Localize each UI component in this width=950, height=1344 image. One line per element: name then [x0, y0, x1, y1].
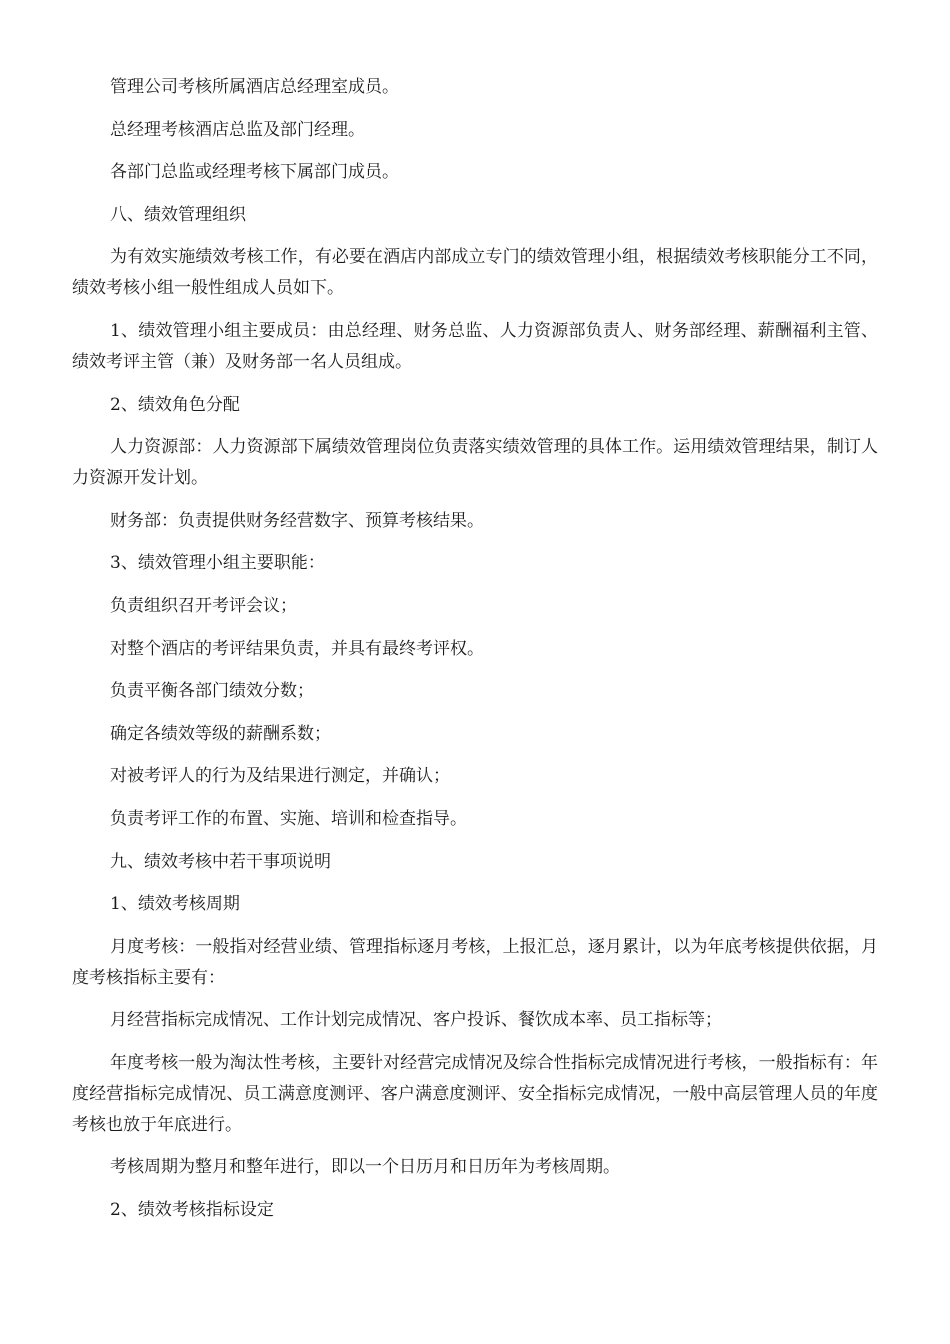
subheading-indicator-setting: 2、绩效考核指标设定	[110, 1200, 274, 1221]
paragraph-directors-assess-staff: 各部门总监或经理考核下属部门成员。	[110, 162, 399, 183]
paragraph-hr-department-role: 人力资源部：人力资源部下属绩效管理岗位负责落实绩效管理的具体工作。运用绩效管理结果，制订人力资源开发计划。	[72, 437, 878, 489]
paragraph-monthly-assessment: 月度考核：一般指对经营业绩、管理指标逐月考核，上报汇总，逐月累计，以为年底考核提供依据，月度考核指标主要有：	[72, 936, 878, 988]
paragraph-team-members: 1、绩效管理小组主要成员：由总经理、财务总监、人力资源部负责人、财务部经理、薪酬福利主管、绩效考评主管（兼）及财务部一名人员组成。	[72, 320, 878, 372]
section-heading-performance-organization: 八、绩效管理组织	[110, 204, 246, 225]
list-item-measure-behavior: 对被考评人的行为及结果进行测定，并确认；	[110, 766, 450, 787]
list-item-final-authority: 对整个酒店的考评结果负责，并具有最终考评权。	[110, 638, 484, 659]
paragraph-assessment-period: 考核周期为整月和整年进行，即以一个日历月和日历年为考核周期。	[110, 1157, 620, 1178]
list-item-balance-scores: 负责平衡各部门绩效分数；	[110, 681, 314, 702]
paragraph-gm-assesses-directors: 总经理考核酒店总监及部门经理。	[110, 119, 365, 140]
subheading-role-allocation: 2、绩效角色分配	[110, 394, 240, 415]
list-item-salary-coefficients: 确定各绩效等级的薪酬系数；	[110, 723, 331, 744]
paragraph-finance-department-role: 财务部：负责提供财务经营数字、预算考核结果。	[110, 510, 484, 531]
list-item-organize-meetings: 负责组织召开考评会议；	[110, 595, 297, 616]
subheading-assessment-cycle: 1、绩效考核周期	[110, 894, 240, 915]
subheading-team-functions: 3、绩效管理小组主要职能：	[110, 553, 325, 574]
paragraph-performance-team-intro: 为有效实施绩效考核工作，有必要在酒店内部成立专门的绩效管理小组，根据绩效考核职能分工不同，绩效考核小组一般性组成人员如下。	[72, 247, 878, 299]
list-item-deployment-training: 负责考评工作的布置、实施、培训和检查指导。	[110, 808, 467, 829]
paragraph-annual-assessment: 年度考核一般为淘汰性考核，主要针对经营完成情况及综合性指标完成情况进行考核，一般指标有：年度经营指标完成情况、员工满意度测评、客户满意度测评、安全指标完成情况，一般中高层管理人员的年度考核也放于年底进行。	[72, 1052, 878, 1135]
section-heading-assessment-notes: 九、绩效考核中若干事项说明	[110, 851, 331, 872]
paragraph-monthly-indicators: 月经营指标完成情况、工作计划完成情况、客户投诉、餐饮成本率、员工指标等；	[110, 1010, 722, 1031]
paragraph-general-manager-office: 管理公司考核所属酒店总经理室成员。	[110, 77, 399, 97]
